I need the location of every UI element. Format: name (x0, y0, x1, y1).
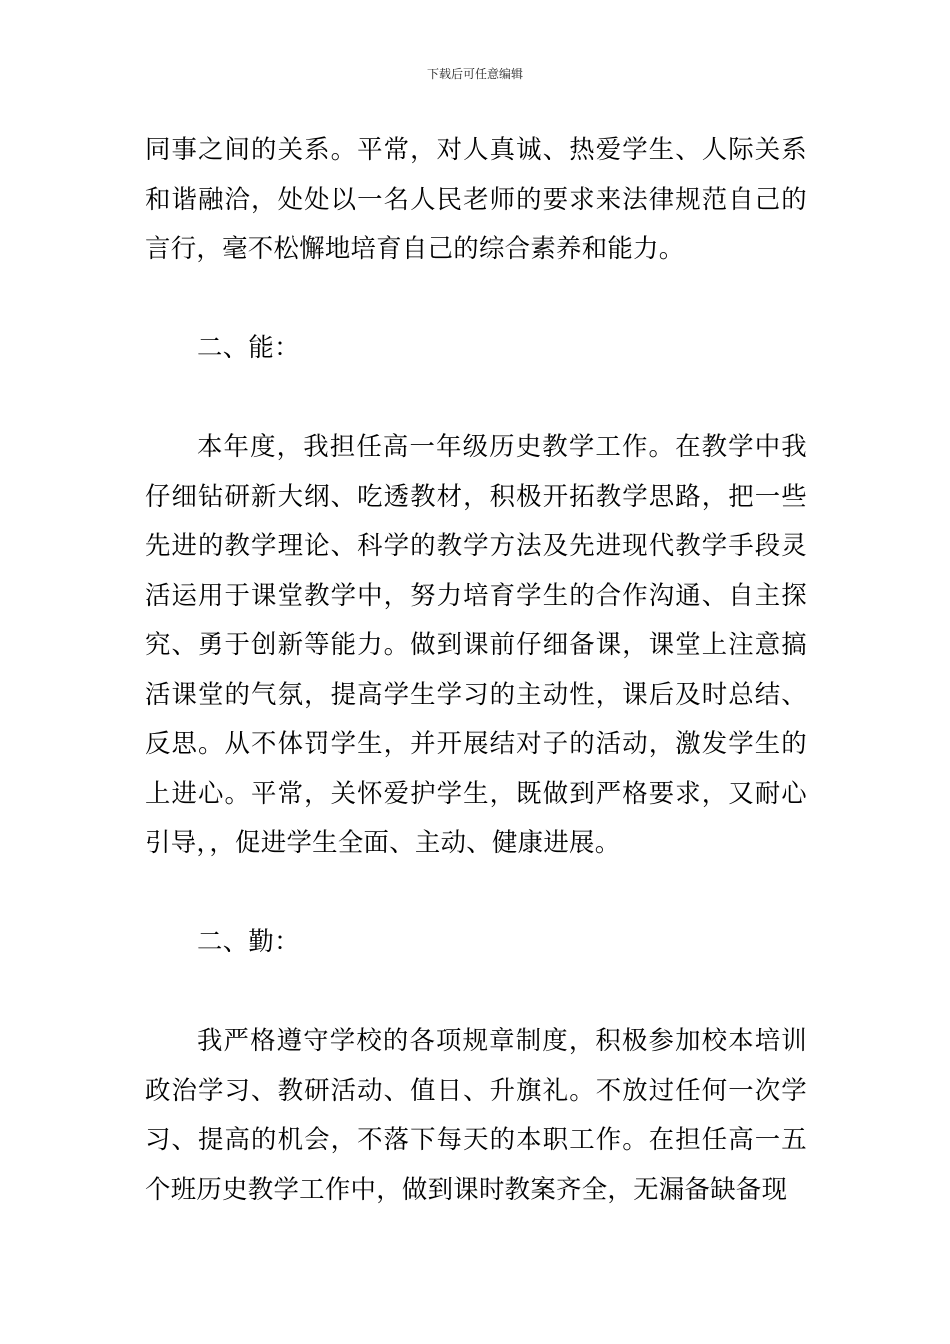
paragraph-ability: 本年度，我担任高一年级历史教学工作。在教学中我仔细钻研新大纲、吃透教材，积极开拓教学思路，把一些先进的教学理论、科学的教学方法及先进现代教学手段灵活运用于课堂教学中，努力培育学生的合作沟通、自主探究、勇于创新等能力。做到课前仔细备课，课堂上注意搞活课堂的气氛，提高学生学习的主动性，课后及时总结、反思。从不体罚学生，并开展结对子的活动，激发学生的上进心。平常，关怀爱护学生，既做到严格要求，又耐心引导，，促进学生全面、主动、健康进展。 (145, 431, 807, 857)
section-heading-ability: 二、能： (197, 332, 300, 362)
document-body (145, 125, 807, 1214)
paragraph-spacer (145, 967, 807, 1017)
paragraph-spacer (145, 373, 807, 423)
paragraph-relations: 同事之间的关系。平常，对人真诚、热爱学生、人际关系和谐融洽，处处以一名人民老师的要求来法律规范自己的言行，毫不松懈地培育自己的综合素养和能力。 (145, 134, 807, 263)
page-header-note: 下载后可任意编辑 (426, 67, 523, 81)
paragraph-spacer (145, 868, 807, 918)
section-heading-diligence: 二、勤： (197, 926, 300, 956)
paragraph-spacer (145, 274, 807, 324)
paragraph-diligence: 我严格遵守学校的各项规章制度，积极参加校本培训政治学习、教研活动、值日、升旗礼。不放过任何一次学习、提高的机会，不落下每天的本职工作。在担任高一五个班历史教学工作中，做到课时教案齐全，无漏备缺备现 (145, 1025, 807, 1204)
